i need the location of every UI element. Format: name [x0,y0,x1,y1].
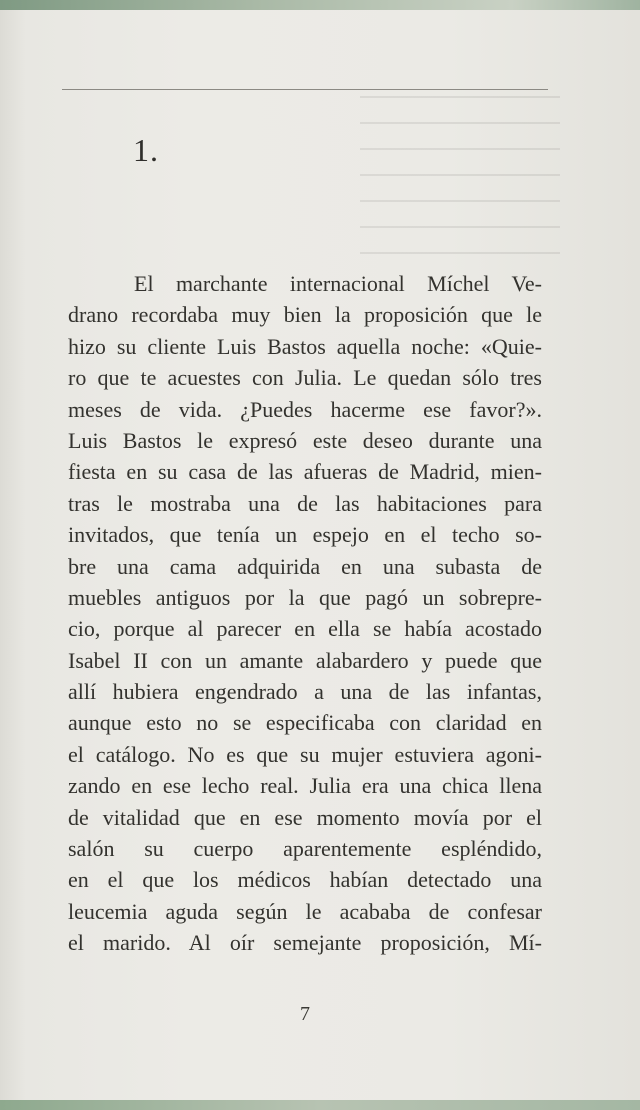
text-line: Isabel II con un amante alabardero y puede que [68,647,542,673]
text-line: Luis Bastos le expresó este deseo durante una [68,427,542,453]
body-paragraph [68,268,542,959]
text-line: ro que te acuestes con Julia. Le quedan sólo tres [68,365,542,391]
text-line: muebles antiguos por la que pagó un sobrepre- [68,584,542,610]
text-line: drano recordaba muy bien la proposición que le [68,302,542,328]
text-line: zando en ese lecho real. Julia era una chica llena [68,773,542,799]
text-line: allí hubiera engendrado a una de las infantas, [68,679,542,705]
text-line: cio, porque al parecer en ella se había acostado [68,616,542,642]
background-edge-top [0,0,640,10]
text-line: el marido. Al oír semejante proposición, Mí- [68,930,542,956]
text-line: bre una cama adquirida en una subasta de [68,553,542,579]
show-through-text [360,96,560,256]
header-rule [62,89,548,90]
text-line: invitados, que tenía un espejo en el techo so- [68,522,542,548]
text-line: hizo su cliente Luis Bastos aquella noche: «Quie- [68,333,542,359]
text-line: en el que los médicos habían detectado una [68,867,542,893]
text-line: meses de vida. ¿Puedes hacerme ese favor?». [68,396,542,422]
text-line: leucemia aguda según le acababa de confesar [68,898,542,924]
text-line: de vitalidad que en ese momento movía por el [68,804,542,830]
text-line: El marchante internacional Míchel Ve- [134,271,542,296]
text-line: tras le mostraba una de las habitaciones para [68,490,542,516]
chapter-heading: 1. [133,132,159,168]
text-line: fiesta en su casa de las afueras de Madrid, mien- [68,459,542,485]
text-line: el catálogo. No es que su mujer estuviera agoni- [68,741,542,767]
page-number: 7 [300,1003,310,1025]
background-edge-bottom [0,1100,640,1110]
text-line: aunque esto no se especificaba con claridad en [68,710,542,736]
text-line: salón su cuerpo aparentemente espléndido, [68,836,542,862]
